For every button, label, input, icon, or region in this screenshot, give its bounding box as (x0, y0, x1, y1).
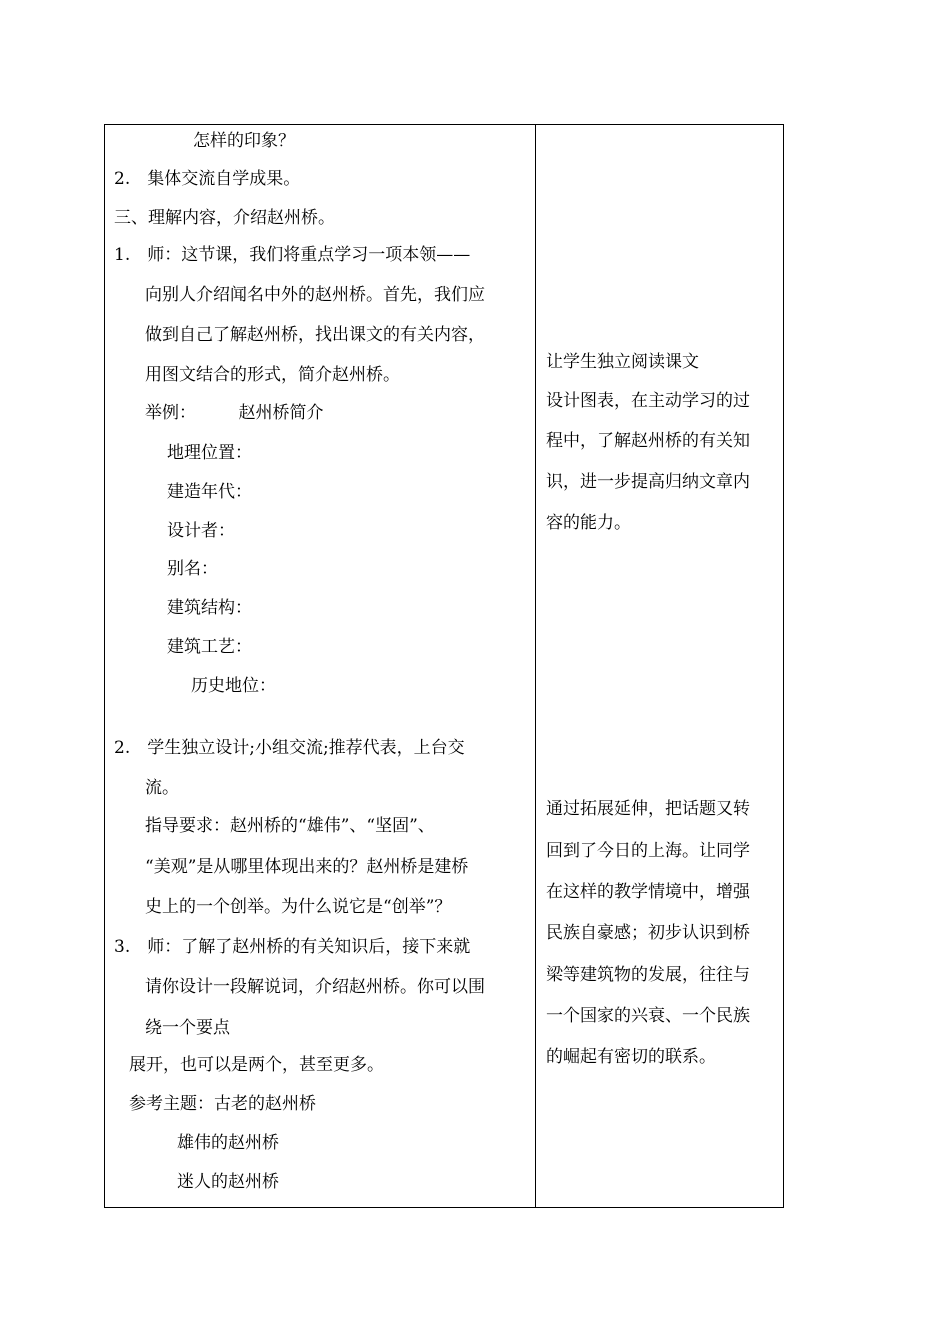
left-line: 2. 学生独立设计;小组交流;推荐代表，上台交 (114, 738, 465, 758)
left-line: 流。 (145, 778, 179, 798)
left-line: 建筑结构： (167, 598, 252, 618)
left-line: 用图文结合的形式，简介赵州桥。 (145, 365, 400, 385)
left-line: 做到自己了解赵州桥，找出课文的有关内容， (145, 325, 485, 345)
right-line: 一个国家的兴衰、一个民族 (546, 1006, 750, 1026)
column-divider (535, 125, 536, 1207)
left-line: 指导要求：赵州桥的“雄伟”、“坚固”、 (145, 816, 435, 836)
left-line: 雄伟的赵州桥 (177, 1133, 279, 1153)
right-line: 程中，了解赵州桥的有关知 (546, 431, 750, 451)
left-line: 迷人的赵州桥 (177, 1172, 279, 1192)
right-line: 在这样的教学情境中，增强 (546, 882, 750, 902)
left-line: 史上的一个创举。为什么说它是“创举”？ (145, 897, 452, 917)
left-line: 历史地位： (191, 676, 276, 696)
right-line: 梁等建筑物的发展，往往与 (546, 965, 750, 985)
left-line: 1. 师：这节课，我们将重点学习一项本领—— (114, 245, 471, 265)
right-line: 让学生独立阅读课文 (546, 352, 699, 372)
lesson-table (104, 124, 784, 1208)
left-line: 请你设计一段解说词，介绍赵州桥。你可以围 (145, 977, 485, 997)
left-line: 建筑工艺： (167, 637, 252, 657)
left-line: 展开，也可以是两个，甚至更多。 (129, 1055, 384, 1075)
right-line: 通过拓展延伸，把话题又转 (546, 799, 750, 819)
left-line: 2. 集体交流自学成果。 (114, 169, 301, 189)
right-line: 设计图表，在主动学习的过 (546, 391, 750, 411)
left-line: “美观”是从哪里体现出来的？赵州桥是建桥 (145, 857, 469, 877)
left-line: 3. 师：了解了赵州桥的有关知识后，接下来就 (114, 937, 471, 957)
left-line: 地理位置： (167, 443, 252, 463)
left-line: 举例： 赵州桥简介 (145, 403, 324, 423)
left-line: 建造年代： (167, 482, 252, 502)
left-line: 三、理解内容，介绍赵州桥。 (114, 208, 335, 228)
right-line: 回到了今日的上海。让同学 (546, 841, 750, 861)
right-line: 识，进一步提高归纳文章内 (546, 472, 750, 492)
left-line: 参考主题：古老的赵州桥 (129, 1094, 316, 1114)
right-line: 容的能力。 (546, 513, 631, 533)
left-line: 绕一个要点 (145, 1018, 230, 1038)
left-line: 向别人介绍闻名中外的赵州桥。首先，我们应 (145, 285, 485, 305)
left-line: 设计者： (167, 521, 235, 541)
right-line: 的崛起有密切的联系。 (546, 1047, 716, 1067)
left-line: 怎样的印象？ (193, 131, 295, 151)
right-line: 民族自豪感；初步认识到桥 (546, 923, 750, 943)
left-line: 别名： (167, 559, 218, 579)
